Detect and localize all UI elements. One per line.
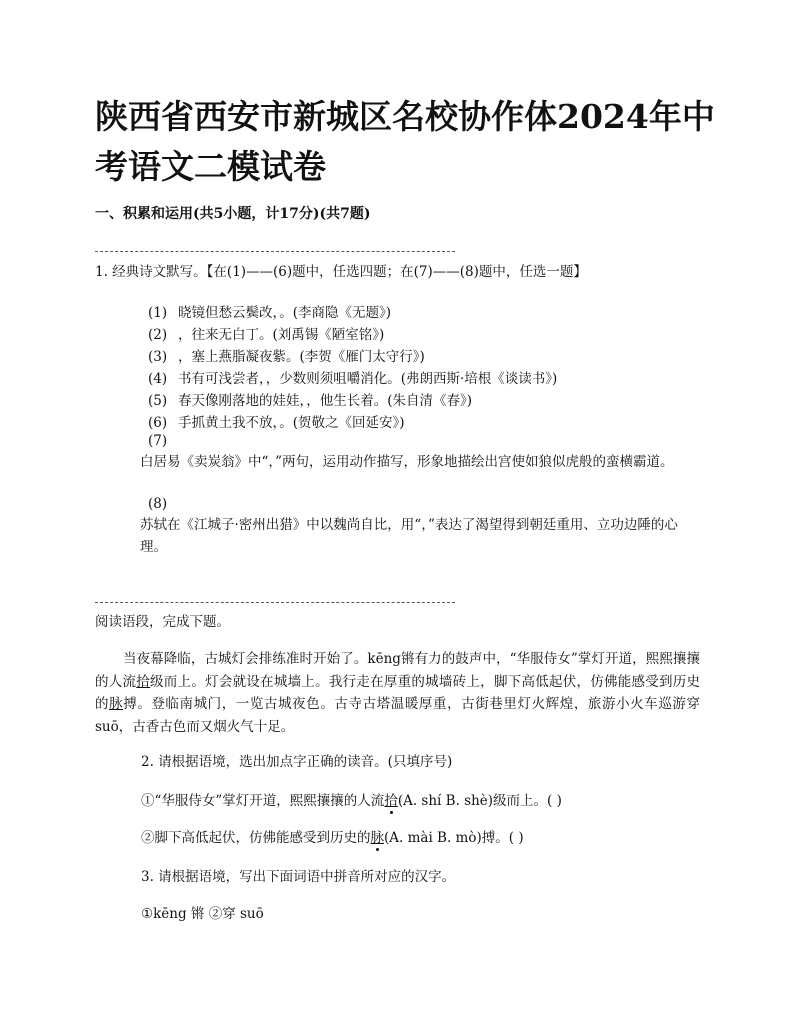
reading-intro: 阅读语段，完成下题。	[95, 614, 230, 630]
poem-item: (2) ，往来无白丁。(刘禹锡《陋室铭》)	[148, 327, 385, 343]
question-divider	[95, 251, 455, 252]
poem-item: (4) 书有可浅尝者，，少数则须咀嚼消化。(弗朗西斯·培根《谈读书》)	[148, 371, 558, 387]
poem-item: (3) ，塞上燕脂凝夜紫。(李贺《雁门太守行》)	[148, 349, 425, 365]
poem-item: (6) 手抓黄土我不放，。(贺敬之《回延安》)	[148, 415, 405, 431]
question-2-stem: 2. 请根据语境，选出加点字正确的读音。(只填序号)	[141, 754, 453, 770]
question-2-option-1: ①“华服侍女”掌灯开道，熙熙攘攘的人流拾(A. shí B. shè)级而上。( )	[141, 793, 562, 809]
poem-item-8-text: 苏轼在《江城子·密州出猎》中以魏尚自比，用“，”表达了渴望得到朝廷重用、立功边陲的心理。	[140, 517, 678, 555]
poem-item: (5) 春天像刚落地的娃娃，，他生长着。(朱自清《春》)	[148, 393, 473, 409]
section-heading: 一、积累和运用(共5小题，计17分)(共7题)	[95, 206, 371, 222]
question-1-stem: 1. 经典诗文默写。【在(1)——(6)题中，任选四题；在(7)——(8)题中，任选一题】	[95, 264, 587, 280]
question-2-option-2: ②脚下高低起伏，仿佛能感受到历史的脉(A. mài B. mò)搏。( )	[141, 830, 524, 846]
poem-item: (1) 晓镜但愁云鬓改，。(李商隐《无题》)	[148, 305, 392, 321]
question-divider	[95, 602, 455, 603]
reading-passage: 当夜幕降临，古城灯会排练准时开始了。kēng锵有力的鼓声中，“华服侍女”掌灯开道，熙熙攘攘的人流拾级而上。灯会就设在城墙上。我行走在厚重的城墙砖上，脚下高低起伏，仿佛能感受到历史的脉搏。登临南城门，一览古城夜色。古寺古塔温暖厚重，古街巷里灯火辉煌，旅游小火车巡游穿suō，古香古色而又烟火气十足。	[95, 651, 701, 735]
question-3-answer-line: ①kēng 锵 ②穿 suō	[141, 906, 264, 922]
page-title: 陕西省西安市新城区名校协作体2024年中考语文二模试卷	[95, 97, 715, 186]
poem-item-8-num: (8)	[148, 496, 168, 512]
poem-item: (7)	[148, 433, 168, 449]
question-3-stem: 3. 请根据语境，写出下面词语中拼音所对应的汉字。	[141, 869, 456, 885]
poem-item-7-text: 白居易《卖炭翁》中“，”两句，运用动作描写，形象地描绘出宫使如狼似虎般的蛮横霸道。	[140, 454, 674, 470]
